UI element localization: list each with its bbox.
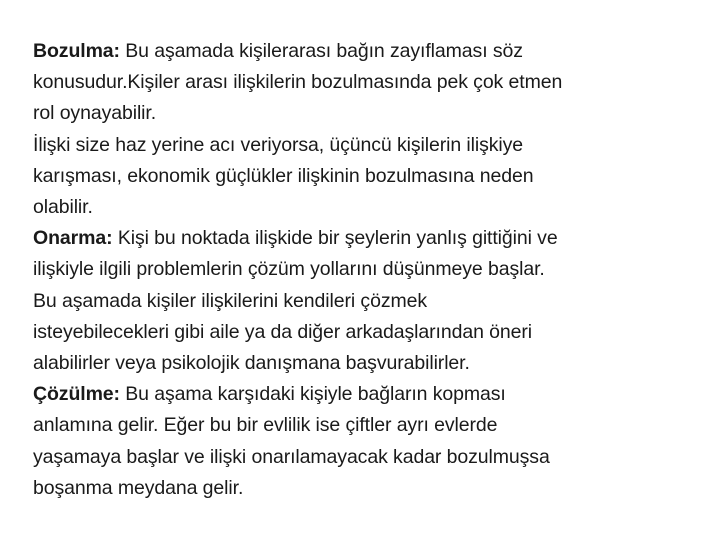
term-bozulma: Bozulma:	[33, 40, 120, 62]
paragraph-onarma	[33, 223, 717, 285]
paragraph-iliski-text: İlişki size haz yerine acı veriyorsa, üçüncü kişilerin ilişkiye karışması, ekonomik güçlükler ilişkinin bozulmasına neden olabilir.	[33, 133, 534, 219]
paragraph-iliski	[33, 130, 717, 224]
content-text-block	[33, 36, 717, 504]
paragraph-cozulme	[33, 379, 717, 504]
paragraph-onarma-text: Kişi bu noktada ilişkide bir şeylerin yanlış gittiğini ve ilişkiyle ilgili problemlerin çözüm yollarını düşünmeye başlar.	[33, 227, 558, 281]
term-onarma: Onarma:	[33, 227, 113, 250]
paragraph-asama	[33, 286, 717, 380]
paragraph-cozulme-text: Bu aşama karşıdaki kişiyle bağların kopması anlamına gelir. Eğer bu bir evlilik ise çiftler ayrı evlerde yaşamaya başlar ve ilişki onarılamayacak kadar bozulmuşsa boşanma meydana gelir.	[33, 383, 550, 499]
paragraph-bozulma	[33, 36, 717, 130]
paragraph-asama-text: Bu aşamada kişiler ilişkilerini kendileri çözmek isteyebilecekleri gibi aile ya da diğer arkadaşlarından öneri alabilirler veya psikolojik danışmana başvurabilirler.	[33, 289, 533, 375]
paragraph-bozulma-text: Bu aşamada kişilerarası bağın zayıflaması söz konusudur.Kişiler arası ilişkilerin bozulmasında pek çok etmen rol oynayabilir.	[33, 40, 563, 125]
term-cozulme: Çözülme:	[33, 383, 120, 406]
